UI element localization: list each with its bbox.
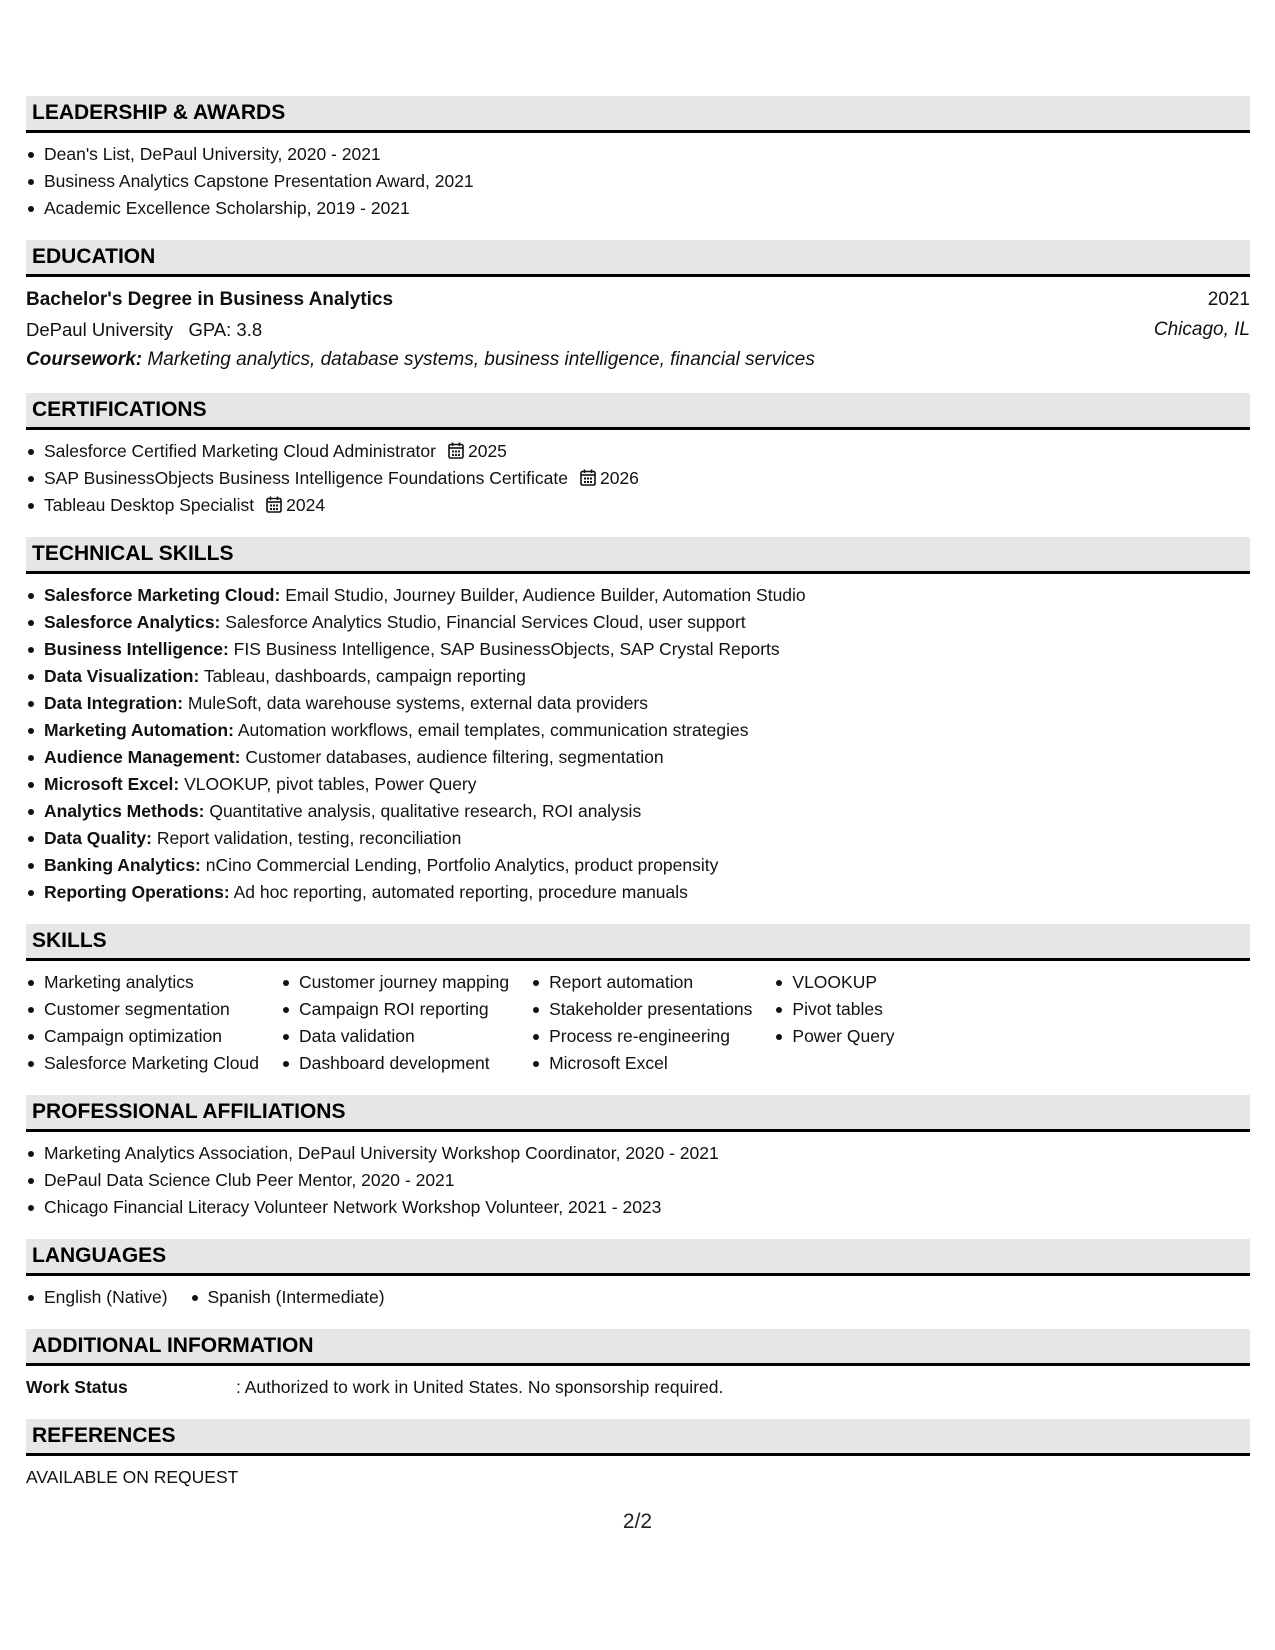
skill-value: nCino Commercial Lending, Portfolio Analytics, product propensity bbox=[205, 855, 719, 875]
list-item bbox=[26, 438, 1250, 465]
calendar-icon bbox=[266, 496, 282, 513]
skill-label: Data Visualization: bbox=[44, 666, 200, 686]
coursework-line bbox=[26, 345, 1250, 375]
list-item bbox=[26, 465, 1250, 492]
coursework-text: Marketing analytics, database systems, business intelligence, financial services bbox=[147, 349, 815, 370]
gpa: GPA: 3.8 bbox=[188, 319, 263, 340]
skill-label: Analytics Methods: bbox=[44, 801, 205, 821]
list-item: Customer segmentation bbox=[26, 996, 259, 1023]
list-item bbox=[26, 744, 1250, 771]
list-item bbox=[26, 771, 1250, 798]
calendar-icon bbox=[580, 469, 596, 486]
list-item: Stakeholder presentations bbox=[531, 996, 752, 1023]
section-heading: EDUCATION bbox=[26, 240, 1250, 277]
skill-label: Business Intelligence: bbox=[44, 639, 229, 659]
skill-value: Quantitative analysis, qualitative research, ROI analysis bbox=[209, 801, 642, 821]
graduation-year: 2021 bbox=[1207, 289, 1250, 310]
skill-value: Customer databases, audience filtering, segmentation bbox=[245, 747, 664, 767]
skills-column bbox=[531, 969, 752, 1077]
technical-skills-list bbox=[26, 582, 1250, 906]
list-item bbox=[26, 879, 1250, 906]
affiliations-list bbox=[26, 1140, 1250, 1221]
list-item: Business Analytics Capstone Presentation Award, 2021 bbox=[26, 168, 1250, 195]
list-item bbox=[26, 492, 1250, 519]
skills-column bbox=[26, 969, 259, 1077]
page-number: 2/2 bbox=[622, 1510, 653, 1533]
skill-value: Salesforce Analytics Studio, Financial Services Cloud, user support bbox=[225, 612, 746, 632]
certification-name: SAP BusinessObjects Business Intelligence Foundations Certificate bbox=[44, 468, 568, 488]
skills-column bbox=[774, 969, 894, 1077]
list-item: Chicago Financial Literacy Volunteer Network Workshop Volunteer, 2021 - 2023 bbox=[26, 1194, 1250, 1221]
additional-info-section bbox=[26, 1329, 1250, 1401]
education-institution-row bbox=[26, 315, 1250, 345]
work-status-label: Work Status bbox=[26, 1377, 128, 1397]
skills-column bbox=[281, 969, 509, 1077]
certification-name: Tableau Desktop Specialist bbox=[44, 495, 255, 515]
skill-label: Data Quality: bbox=[44, 828, 152, 848]
list-item bbox=[26, 825, 1250, 852]
skill-label: Audience Management: bbox=[44, 747, 241, 767]
section-heading: TECHNICAL SKILLS bbox=[26, 537, 1250, 574]
list-item: Pivot tables bbox=[774, 996, 894, 1023]
skill-value: Report validation, testing, reconciliation bbox=[156, 828, 462, 848]
list-item bbox=[26, 636, 1250, 663]
work-status-value: : Authorized to work in United States. No sponsorship required. bbox=[236, 1377, 724, 1397]
list-item: Marketing analytics bbox=[26, 969, 259, 996]
list-item: Microsoft Excel bbox=[531, 1050, 752, 1077]
certification-year: 2024 bbox=[286, 495, 326, 515]
degree-title: Bachelor's Degree in Business Analytics bbox=[26, 289, 394, 310]
skills-grid bbox=[26, 969, 1250, 1077]
list-item: Academic Excellence Scholarship, 2019 - 2021 bbox=[26, 195, 1250, 222]
section-heading: REFERENCES bbox=[26, 1419, 1250, 1456]
references-section bbox=[26, 1419, 1250, 1491]
list-item: Marketing Analytics Association, DePaul University Workshop Coordinator, 2020 - 2021 bbox=[26, 1140, 1250, 1167]
list-item: Power Query bbox=[774, 1023, 894, 1050]
skill-value: FIS Business Intelligence, SAP BusinessObjects, SAP Crystal Reports bbox=[233, 639, 780, 659]
skill-label: Reporting Operations: bbox=[44, 882, 230, 902]
leadership-section bbox=[26, 96, 1250, 222]
languages-section bbox=[26, 1239, 1250, 1311]
skill-label: Microsoft Excel: bbox=[44, 774, 180, 794]
list-item: Process re-engineering bbox=[531, 1023, 752, 1050]
skill-label: Salesforce Marketing Cloud: bbox=[44, 585, 281, 605]
section-heading: ADDITIONAL INFORMATION bbox=[26, 1329, 1250, 1366]
leadership-list bbox=[26, 141, 1250, 222]
list-item: Spanish (Intermediate) bbox=[190, 1284, 385, 1311]
list-item: Customer journey mapping bbox=[281, 969, 509, 996]
certifications-list bbox=[26, 438, 1250, 519]
list-item bbox=[26, 582, 1250, 609]
skill-label: Marketing Automation: bbox=[44, 720, 234, 740]
list-item: VLOOKUP bbox=[774, 969, 894, 996]
list-item: English (Native) bbox=[26, 1284, 168, 1311]
certification-year: 2026 bbox=[599, 468, 639, 488]
certification-name: Salesforce Certified Marketing Cloud Administrator bbox=[44, 441, 436, 461]
affiliations-section bbox=[26, 1095, 1250, 1221]
list-item: DePaul Data Science Club Peer Mentor, 2020 - 2021 bbox=[26, 1167, 1250, 1194]
technical-skills-section bbox=[26, 537, 1250, 906]
skill-value: Tableau, dashboards, campaign reporting bbox=[203, 666, 526, 686]
list-item: Salesforce Marketing Cloud bbox=[26, 1050, 259, 1077]
section-heading: SKILLS bbox=[26, 924, 1250, 961]
institution-name: DePaul University bbox=[26, 319, 174, 340]
skill-value: MuleSoft, data warehouse systems, external data providers bbox=[187, 693, 649, 713]
skills-section bbox=[26, 924, 1250, 1077]
certification-year: 2025 bbox=[467, 441, 507, 461]
section-heading: PROFESSIONAL AFFILIATIONS bbox=[26, 1095, 1250, 1132]
education-location: Chicago, IL bbox=[1153, 319, 1250, 340]
skill-label: Data Integration: bbox=[44, 693, 184, 713]
list-item bbox=[26, 663, 1250, 690]
section-heading: LANGUAGES bbox=[26, 1239, 1250, 1276]
education-section bbox=[26, 240, 1250, 375]
list-item bbox=[26, 690, 1250, 717]
list-item bbox=[26, 798, 1250, 825]
list-item: Dean's List, DePaul University, 2020 - 2021 bbox=[26, 141, 1250, 168]
resume-content bbox=[26, 96, 1250, 1509]
list-item bbox=[26, 609, 1250, 636]
skill-value: Email Studio, Journey Builder, Audience Builder, Automation Studio bbox=[285, 585, 806, 605]
skill-value: VLOOKUP, pivot tables, Power Query bbox=[184, 774, 477, 794]
list-item: Campaign ROI reporting bbox=[281, 996, 509, 1023]
section-heading: CERTIFICATIONS bbox=[26, 393, 1250, 430]
list-item bbox=[26, 852, 1250, 879]
institution-line bbox=[26, 315, 262, 345]
list-item: Dashboard development bbox=[281, 1050, 509, 1077]
skill-value: Automation workflows, email templates, communication strategies bbox=[237, 720, 749, 740]
list-item: Data validation bbox=[281, 1023, 509, 1050]
list-item: Campaign optimization bbox=[26, 1023, 259, 1050]
list-item bbox=[26, 717, 1250, 744]
skill-label: Salesforce Analytics: bbox=[44, 612, 221, 632]
calendar-icon bbox=[448, 442, 464, 459]
work-status-row bbox=[26, 1374, 1250, 1401]
education-degree-row bbox=[26, 285, 1250, 315]
references-text: AVAILABLE ON REQUEST bbox=[26, 1467, 239, 1487]
skill-label: Banking Analytics: bbox=[44, 855, 201, 875]
coursework-label: Coursework: bbox=[26, 349, 143, 370]
skill-value: Ad hoc reporting, automated reporting, procedure manuals bbox=[233, 882, 688, 902]
certifications-section bbox=[26, 393, 1250, 519]
section-heading: LEADERSHIP & AWARDS bbox=[26, 96, 1250, 133]
list-item: Report automation bbox=[531, 969, 752, 996]
languages-list bbox=[26, 1284, 1250, 1311]
